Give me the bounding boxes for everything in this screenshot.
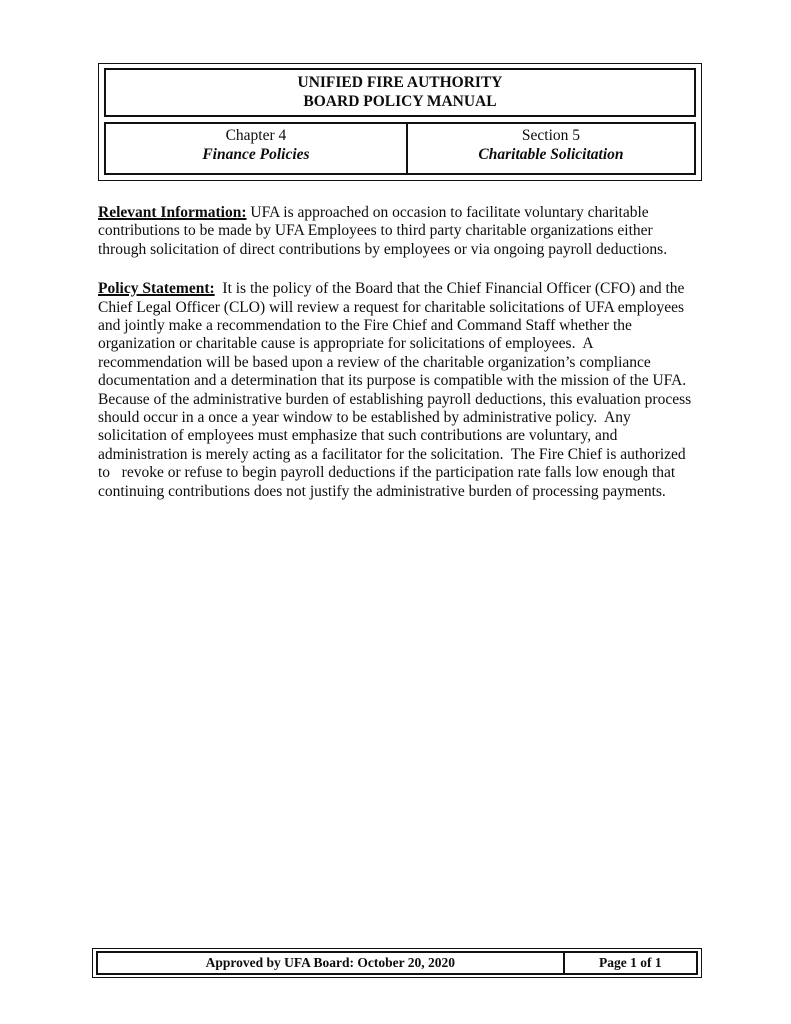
chapter-label: Chapter 4	[225, 127, 287, 144]
chapter-name: Finance Policies	[202, 146, 310, 163]
section-label: Section 5	[521, 127, 581, 144]
chapter-cell	[104, 122, 406, 175]
header-title-box	[104, 68, 696, 117]
approval-text: Approved by UFA Board: October 20, 2020	[205, 955, 455, 970]
approval-cell	[96, 951, 563, 975]
footer-row	[96, 951, 698, 975]
header-title-line1: UNIFIED FIRE AUTHORITY	[297, 74, 503, 91]
header-chapter-section-row	[104, 122, 696, 175]
page-number-cell	[563, 951, 698, 975]
document-body	[98, 204, 694, 501]
page-number-text: Page 1 of 1	[598, 955, 662, 970]
section-name: Charitable Solicitation	[478, 146, 624, 163]
policy-statement-label: Policy Statement:	[98, 280, 215, 298]
paragraph-policy-statement	[98, 280, 694, 501]
header-title-line2: BOARD POLICY MANUAL	[303, 93, 497, 110]
section-cell	[406, 122, 696, 175]
policy-header-table	[98, 63, 702, 181]
relevant-information-text: UFA is approached on occasion to facilitate voluntary charitable contributions to be made by UFA Employees to third party charitable organizations either through solicitation of direct contributions by employees or via ongoing payroll deductions.	[98, 204, 668, 258]
paragraph-relevant-information	[98, 204, 694, 259]
relevant-information-label: Relevant Information:	[98, 204, 247, 221]
policy-statement-text: It is the policy of the Board that the Chief Financial Officer (CFO) and the Chief Legal Officer (CLO) will review a request for charitable solicitations of UFA employees and jointly make a recommendation to the Fire Chief and Command Staff whether the organization or charitable cause is appropriate for solicitations of employees. A recommendation will be based upon a review of the charitable organization’s compliance documentation and a determination that its purpose is compatible with the mission of the UFA. Because of the administrative burden of establishing payroll deductions, this evaluation process should occur in a once a year window to be established by administrative policy. Any solicitation of employees must emphasize that such contributions are voluntary, and administration is merely acting as a facilitator for the solicitation. The Fire Chief is authorized to revoke or refuse to begin payroll deductions if the participation rate falls low enough that continuing contributions does not justify the administrative burden of processing payments.	[98, 280, 696, 500]
footer-table	[92, 948, 702, 978]
